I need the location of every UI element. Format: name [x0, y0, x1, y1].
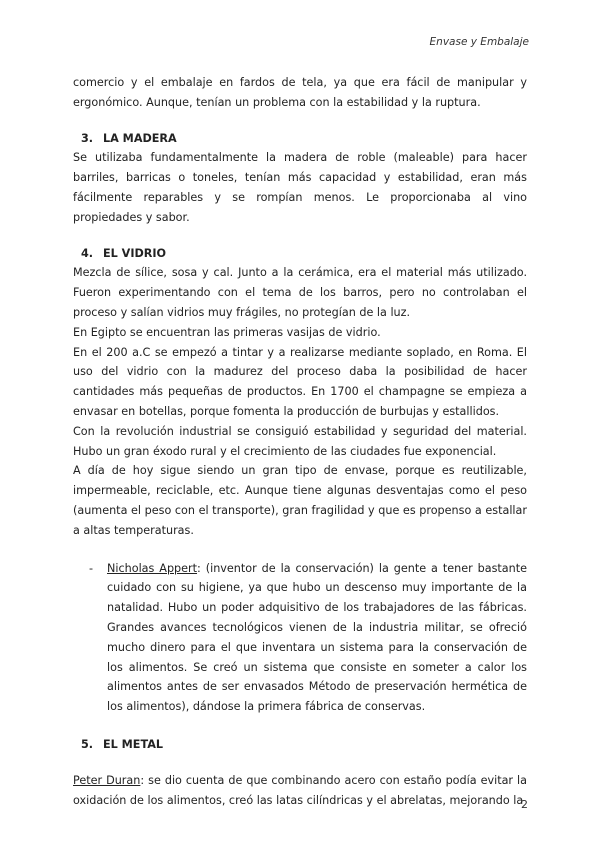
bullet-body: : (inventor de la conservación) la gente a tener bastante cuidado con su higiene, ya que hubo un descenso muy importante de la natalidad. Hubo un poder adquisitivo de los trabajadores de las fábricas. Grandes avances tecnológicos vienen de la industria militar, se ofreció mucho dinero para el que inventara un sistema para la conservación de los alimentos. Se creó un sistema que consiste en someter a calor los alimentos antes de ser envasados Método de preservación hermética de los alimentos), dándose la primera fábrica de conservas. — [107, 561, 528, 714]
page-number: 2 — [521, 798, 528, 811]
person-name: Peter Duran — [73, 773, 141, 787]
vidrio-paragraph: A día de hoy sigue siendo un gran tipo de envase, porque es reutilizable, impermeable, reciclable, etc. Aunque tiene algunas desventajas como el peso (aumenta el peso con el transporte), gran fragilidad y que es propenso a estallar a altas temperaturas. — [73, 464, 527, 537]
section-number: 5. — [80, 737, 93, 751]
person-name: Nicholas Appert — [107, 561, 198, 575]
vidrio-paragraph: En Egipto se encuentran las primeras vasijas de vidrio. — [73, 325, 381, 339]
vidrio-paragraph: Con la revolución industrial se consiguió estabilidad y seguridad del material. Hubo un gran éxodo rural y el crecimiento de las ciudades fue exponencial. — [73, 424, 527, 458]
section-heading-metal — [73, 735, 527, 755]
section-title: EL METAL — [103, 737, 163, 751]
page-content — [73, 73, 527, 810]
section-number: 4. — [80, 246, 93, 260]
metal-paragraph — [73, 771, 527, 811]
section-title: EL VIDRIO — [103, 246, 167, 260]
section-title: LA MADERA — [103, 131, 177, 145]
intro-paragraph: comercio y el embalaje en fardos de tela, ya que era fácil de manipular y ergonómico. Aunque, tenían un problema con la estabilidad y la ruptura. — [73, 76, 527, 109]
bullet-text — [107, 559, 527, 717]
section-heading-vidrio — [73, 244, 527, 264]
vidrio-paragraph: Mezcla de sílice, sosa y cal. Junto a la cerámica, era el material más utilizado. Fueron experimentando con el tema de los barros, pero no controlaban el proceso y salían vidrios muy frágiles, no protegían de la luz. — [73, 266, 527, 319]
bullet-item-appert — [73, 559, 527, 717]
madera-paragraph: Se utilizaba fundamentalmente la madera de roble (maleable) para hacer barriles, barricas o toneles, tenían más capacidad y estabilidad, eran más fácilmente reparables y se rompían menos. Le proporcionaba al vino propiedades y sabor. — [73, 151, 527, 224]
metal-body: : se dio cuenta de que combinando acero con estaño podía evitar la oxidación de los alimentos, creó las latas cilíndricas y el abrelatas, mejorando la — [73, 773, 527, 807]
bullet-dash: - — [89, 561, 94, 575]
vidrio-paragraph: En el 200 a.C se empezó a tintar y a realizarse mediante soplado, en Roma. El uso del vidrio con la madurez del proceso daba la posibilidad de hacer cantidades más pequeñas de productos. En 1700 el champagne se empieza a envasar en botellas, porque fomenta la producción de burbujas y estallidos. — [73, 345, 527, 418]
running-header: Envase y Embalaje — [429, 36, 529, 48]
section-number: 3. — [80, 131, 93, 145]
section-heading-madera — [73, 129, 527, 149]
